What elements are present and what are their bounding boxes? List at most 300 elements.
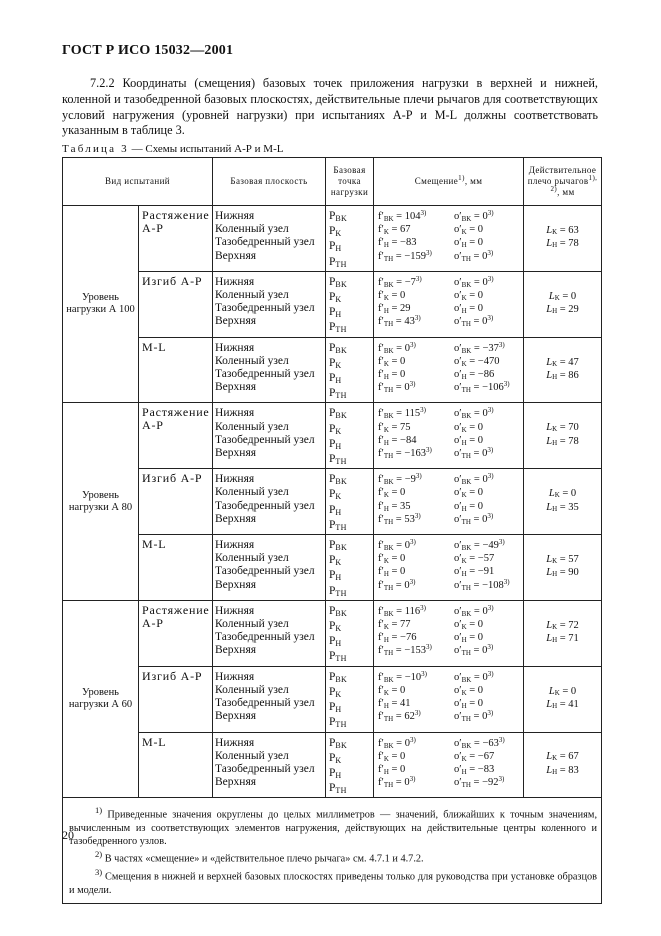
- offset-o-symbol: o′: [454, 224, 462, 236]
- offset-o-eq: =: [470, 711, 483, 723]
- offset-f-value: −84: [400, 434, 417, 446]
- offset-f-symbol: f′: [378, 290, 384, 301]
- offset-o-value: −91: [477, 566, 495, 578]
- offset-f-value: −9: [404, 474, 416, 486]
- offset-o-sub: K: [461, 754, 467, 763]
- plane-name: Верхняя: [215, 447, 257, 460]
- offset-f-eq: =: [393, 474, 405, 486]
- lever-number: 0: [570, 290, 577, 302]
- load-point-sub: BK: [335, 279, 348, 289]
- plane-list-cell: [213, 732, 326, 798]
- offset-f-symbol: f′: [378, 448, 384, 459]
- offset-f: [376, 473, 454, 486]
- offset-o-eq: =: [466, 434, 478, 446]
- load-point-sub: K: [335, 624, 342, 634]
- offset-f-sub: BK: [383, 544, 394, 553]
- offset-f-eq: =: [393, 671, 405, 683]
- lever-eq: =: [557, 224, 569, 236]
- load-point-sub: TH: [335, 654, 347, 664]
- offset-o-symbol: o′: [454, 540, 462, 552]
- lever-cell: [524, 600, 602, 666]
- load-point-symbol: P: [329, 473, 336, 486]
- offset-f-symbol: f′: [378, 698, 384, 710]
- offset-o-symbol: o′: [454, 645, 462, 657]
- offset-o-note: 3): [503, 577, 510, 586]
- offset-o-eq: =: [470, 382, 483, 394]
- load-point-symbol: P: [329, 341, 336, 354]
- lever-value: [524, 751, 601, 765]
- load-point-symbol: P: [329, 503, 336, 516]
- load-level-cell: Уровень нагрузки А 100: [63, 206, 139, 403]
- footnote: [69, 848, 597, 866]
- offset-f-sub: H: [383, 504, 389, 513]
- offset-row: [376, 500, 523, 513]
- offset-o-eq: =: [466, 290, 478, 301]
- offset-o: [454, 447, 523, 460]
- offset-f-symbol: f′: [378, 605, 384, 617]
- table-row: [63, 337, 602, 403]
- offset-f-value: 29: [400, 303, 411, 315]
- offset-f-note: 3): [426, 446, 432, 454]
- offset-f-symbol: f′: [378, 684, 384, 696]
- load-point-symbol: P: [329, 372, 336, 385]
- offset-row: [376, 302, 523, 315]
- plane-name: Нижняя: [215, 341, 255, 354]
- offset-f-sub: BK: [383, 412, 394, 421]
- offset-f-sub: H: [383, 636, 389, 645]
- lever-value: [524, 633, 601, 647]
- offset-f-value: 116: [404, 605, 421, 617]
- offset-f-note: 3): [415, 472, 422, 481]
- offset-f-eq: =: [388, 500, 401, 512]
- lever-symbol: L: [546, 370, 553, 382]
- offset-o: [454, 776, 523, 789]
- offset-f-sub: TH: [383, 517, 394, 526]
- offset-cell: [374, 271, 524, 337]
- offset-f-note: 3): [426, 643, 432, 652]
- offset-o-note: 3): [487, 669, 494, 678]
- test-name-cell: Растяжение А-Р: [139, 403, 213, 469]
- load-point: [329, 701, 373, 716]
- lever-sub: H: [552, 767, 558, 776]
- lever-cell: [524, 535, 602, 601]
- offset-o-symbol: o′: [454, 619, 462, 631]
- offset-f: [376, 276, 454, 289]
- offset-f-sub: TH: [383, 320, 394, 329]
- offset-o-note: 3): [498, 340, 505, 349]
- offset-f-symbol: f′: [378, 711, 384, 723]
- offset-o-note: 3): [487, 314, 494, 323]
- offset-o-symbol: o′: [454, 487, 462, 499]
- offset-o-symbol: o′: [454, 421, 462, 433]
- load-point-symbol: P: [329, 321, 336, 334]
- offset-f-sub: K: [383, 425, 389, 434]
- offset-o-value: 0: [477, 684, 484, 696]
- offset-f-note: 3): [409, 775, 416, 784]
- offset-o-sub: TH: [461, 781, 471, 790]
- table-row: [63, 600, 602, 666]
- footnote: [69, 804, 597, 848]
- load-point: [329, 407, 373, 422]
- offset-o: [454, 750, 523, 763]
- load-point: [329, 357, 373, 372]
- offset-f-sub: H: [383, 570, 389, 579]
- table-row: [63, 535, 602, 601]
- test-name-cell: М-L: [139, 535, 213, 601]
- lever-value: [524, 225, 601, 239]
- offset-f-value: 115: [404, 408, 421, 420]
- lever-sub: H: [552, 438, 558, 447]
- load-point-sub: H: [335, 244, 342, 254]
- lever-value: [524, 567, 601, 581]
- offset-f-eq: =: [393, 711, 405, 723]
- load-point-sub: H: [335, 770, 342, 780]
- offset-o-note: 3): [487, 446, 494, 454]
- offset-f-value: 0: [404, 382, 410, 394]
- offset-row: [376, 671, 523, 684]
- load-point-sub: K: [335, 426, 342, 436]
- offset-f: [376, 684, 454, 697]
- load-point-symbol: P: [329, 569, 336, 582]
- offset-row: [376, 776, 523, 789]
- col-header-point: Базовая точка нагрузки: [326, 158, 374, 206]
- lever-sub: H: [552, 241, 558, 250]
- offset-f-eq: =: [393, 645, 405, 657]
- lever-value: [524, 554, 601, 568]
- load-point: [329, 716, 373, 731]
- offset-row: [376, 513, 523, 526]
- table-caption: [62, 143, 283, 155]
- page-number: 20: [62, 828, 74, 842]
- offset-row: [376, 697, 523, 710]
- load-point-sub: TH: [335, 720, 347, 730]
- offset-f-sub: K: [383, 491, 389, 500]
- offset-row: [376, 473, 523, 486]
- plane-name: Коленный узел: [215, 749, 289, 762]
- offset-o-symbol: o′: [454, 684, 462, 696]
- offset-o-eq: =: [466, 224, 478, 236]
- offset-f-sub: BK: [383, 346, 394, 355]
- lever-symbol: L: [546, 501, 553, 513]
- offset-o-symbol: o′: [454, 566, 462, 578]
- plane-list-cell: [213, 206, 326, 272]
- load-point-symbol: P: [329, 387, 336, 400]
- load-point-sub: K: [335, 689, 342, 699]
- offset-o-value: 0: [482, 711, 488, 723]
- offset-f-symbol: f′: [378, 671, 384, 683]
- lever-eq: =: [557, 422, 569, 434]
- lever-eq: =: [559, 290, 571, 302]
- offset-o-symbol: o′: [454, 408, 462, 420]
- offset-f-symbol: f′: [378, 237, 384, 249]
- offset-f-eq: =: [388, 553, 401, 565]
- lever-number: 29: [568, 304, 579, 316]
- offset-o-value: 0: [482, 276, 488, 288]
- offset-f-sub: K: [383, 228, 389, 237]
- load-point: [329, 539, 373, 554]
- offset-f-eq: =: [388, 487, 401, 499]
- offset-f: [376, 579, 454, 592]
- load-point-symbol: P: [329, 306, 336, 319]
- offset-row: [376, 684, 523, 697]
- load-point-symbol: P: [329, 701, 336, 714]
- load-point: [329, 276, 373, 291]
- lever-sub: K: [552, 425, 558, 434]
- plane-name: Нижняя: [215, 407, 255, 420]
- offset-o-sub: H: [461, 636, 467, 645]
- offset-o-note: 3): [498, 538, 505, 547]
- load-point-symbol: P: [329, 356, 336, 369]
- offset-o-sub: K: [461, 425, 467, 434]
- offset-o-sub: BK: [461, 609, 472, 618]
- offset-f: [376, 421, 454, 434]
- offset-f-value: 43: [404, 316, 415, 328]
- offset-f-sub: TH: [383, 781, 394, 790]
- offset-o-eq: =: [470, 513, 483, 525]
- offset-f-note: 3): [421, 669, 427, 678]
- offset-f: [376, 552, 454, 565]
- plane-list-cell: [213, 666, 326, 732]
- test-schemes-table: [62, 157, 602, 904]
- load-point-cell: [326, 403, 374, 469]
- offset-o: [454, 605, 523, 618]
- offset-f-value: −163: [404, 448, 426, 459]
- lever-symbol: L: [546, 619, 553, 631]
- offset-f-value: 0: [400, 763, 406, 775]
- load-level-cell: Уровень нагрузки А 80: [63, 403, 139, 600]
- offset-row: [376, 434, 523, 447]
- offset-header-text: Смещение: [414, 176, 459, 186]
- offset-f-sub: BK: [383, 478, 394, 487]
- footnote-mark: 1): [95, 805, 103, 816]
- load-point-sub: H: [335, 310, 342, 320]
- load-point-symbol: P: [329, 685, 336, 698]
- load-point: [329, 210, 373, 225]
- lever-number: 0: [570, 685, 577, 697]
- load-point-sub: BK: [335, 214, 348, 223]
- load-point: [329, 671, 373, 686]
- offset-row: [376, 342, 523, 355]
- offset-cell: [374, 732, 524, 798]
- offset-f: [376, 342, 454, 355]
- offset-f-sub: BK: [383, 741, 394, 750]
- offset-f: [376, 750, 454, 763]
- offset-o-value: 0: [482, 408, 488, 420]
- offset-row: [376, 368, 523, 381]
- load-point: [329, 767, 373, 782]
- offset-o: [454, 552, 523, 565]
- offset-row: [376, 539, 523, 552]
- lever-value: [524, 488, 601, 502]
- offset-f-eq: =: [393, 605, 405, 617]
- offset-o-eq: =: [466, 632, 478, 644]
- offset-o-value: −106: [482, 382, 504, 394]
- offset-f-sub: H: [383, 702, 389, 711]
- offset-o-sub: TH: [461, 517, 471, 526]
- lever-value: [524, 502, 601, 516]
- offset-o-sub: K: [461, 228, 467, 237]
- offset-o-symbol: o′: [454, 750, 462, 762]
- offset-o-sub: H: [461, 373, 467, 381]
- offset-f-symbol: f′: [378, 566, 384, 578]
- offset-f-eq: =: [388, 684, 401, 696]
- lever-number: 86: [568, 370, 579, 382]
- footnote-mark: 2): [95, 849, 103, 860]
- offset-f: [376, 407, 454, 420]
- offset-o-symbol: o′: [454, 276, 462, 288]
- col-header-plane: Базовая плоскость: [213, 158, 326, 206]
- test-name-cell: М-L: [139, 337, 213, 403]
- offset-o: [454, 276, 523, 289]
- offset-o-value: 0: [477, 632, 484, 644]
- offset-o-value: 0: [477, 303, 484, 315]
- plane-name: Тазобедренный узел: [215, 368, 315, 381]
- offset-f-eq: =: [388, 632, 401, 644]
- offset-o-symbol: o′: [454, 211, 462, 222]
- lever-cell: [524, 469, 602, 535]
- load-point: [329, 438, 373, 453]
- lever-value: [524, 238, 601, 252]
- offset-row: [376, 407, 523, 420]
- plane-name: Коленный узел: [215, 223, 289, 236]
- offset-o-eq: =: [470, 777, 483, 789]
- offset-f-eq: =: [388, 619, 401, 631]
- offset-o: [454, 671, 523, 684]
- offset-f-value: 0: [404, 342, 410, 354]
- offset-f-value: 0: [400, 487, 406, 499]
- table-row: [63, 271, 602, 337]
- offset-o-eq: =: [466, 237, 478, 249]
- offset-f-eq: =: [393, 276, 405, 288]
- offset-row: [376, 618, 523, 631]
- table-caption-prefix: Таблица 3: [62, 143, 129, 155]
- load-point-sub: BK: [335, 543, 348, 553]
- offset-o-note: 3): [487, 209, 494, 217]
- offset-o: [454, 737, 523, 750]
- offset-o-symbol: o′: [454, 303, 462, 315]
- load-point-sub: H: [335, 441, 342, 451]
- offset-o-symbol: o′: [454, 711, 462, 723]
- load-point: [329, 519, 373, 534]
- offset-o-value: −470: [477, 355, 500, 367]
- offset-f-note: 3): [409, 577, 416, 586]
- offset-f-eq: =: [388, 566, 401, 578]
- load-point-sub: K: [335, 755, 342, 765]
- offset-o-symbol: o′: [454, 250, 462, 262]
- load-point-symbol: P: [329, 736, 336, 749]
- offset-f-sub: H: [383, 241, 389, 250]
- plane-name: Верхняя: [215, 249, 257, 262]
- offset-o-sub: K: [461, 557, 467, 566]
- load-point-symbol: P: [329, 210, 336, 222]
- offset-o-value: 0: [477, 237, 484, 249]
- offset-f-sub: TH: [383, 452, 394, 460]
- offset-o-sub: TH: [461, 583, 471, 592]
- offset-o-eq: =: [466, 750, 478, 762]
- lever-eq: =: [557, 553, 569, 565]
- offset-f-symbol: f′: [378, 645, 384, 657]
- offset-f-symbol: f′: [378, 763, 384, 775]
- offset-f-eq: =: [388, 421, 401, 433]
- offset-f-symbol: f′: [378, 421, 384, 433]
- offset-f-sub: TH: [383, 715, 394, 724]
- offset-o-sub: TH: [461, 452, 471, 460]
- plane-name: Верхняя: [215, 315, 257, 328]
- offset-f-value: 0: [404, 777, 410, 789]
- lever-value: [524, 699, 601, 713]
- offset-o-sub: BK: [461, 675, 472, 684]
- offset-f-value: −153: [404, 645, 426, 657]
- offset-o-symbol: o′: [454, 342, 462, 354]
- lever-number: 63: [568, 224, 579, 236]
- load-point-sub: H: [335, 376, 342, 386]
- offset-o-eq: =: [471, 474, 483, 486]
- offset-o-sub: H: [461, 702, 467, 711]
- load-point: [329, 504, 373, 519]
- offset-f-sub: H: [383, 307, 389, 316]
- offset-o: [454, 342, 523, 355]
- offset-o-eq: =: [466, 763, 478, 775]
- offset-f: [376, 236, 454, 249]
- lever-value: [524, 686, 601, 700]
- offset-o: [454, 710, 523, 723]
- plane-list-cell: [213, 600, 326, 666]
- offset-o-note: 3): [487, 709, 494, 718]
- lever-symbol: L: [548, 290, 555, 302]
- lever-symbol: L: [546, 764, 553, 776]
- table-row: [63, 206, 602, 272]
- load-point-cell: [326, 535, 374, 601]
- offset-o: [454, 210, 523, 223]
- load-point-symbol: P: [329, 751, 336, 764]
- offset-row: [376, 355, 523, 368]
- offset-o: [454, 618, 523, 631]
- plane-name: Верхняя: [215, 776, 257, 789]
- load-point-symbol: P: [329, 255, 336, 268]
- offset-o-value: −37: [482, 342, 499, 354]
- lever-symbol: L: [546, 356, 553, 368]
- offset-o-symbol: o′: [454, 671, 462, 683]
- offset-f-eq: =: [393, 579, 405, 591]
- offset-o-value: 0: [477, 698, 484, 710]
- offset-f-symbol: f′: [378, 408, 384, 420]
- offset-f: [376, 210, 454, 223]
- load-point: [329, 569, 373, 584]
- load-point: [329, 291, 373, 306]
- load-point: [329, 240, 373, 255]
- offset-f-sub: TH: [383, 254, 394, 263]
- offset-row: [376, 631, 523, 644]
- offset-cell: [374, 337, 524, 403]
- load-point-sub: TH: [335, 325, 347, 335]
- offset-o: [454, 565, 523, 578]
- load-point-sub: K: [335, 360, 342, 370]
- lever-sub: K: [552, 359, 558, 368]
- offset-f-note: 3): [409, 735, 416, 744]
- offset-o-note: 3): [487, 603, 494, 612]
- offset-o: [454, 355, 523, 368]
- offset-o-sub: TH: [461, 254, 471, 263]
- offset-o-sub: K: [461, 294, 467, 302]
- load-point-sub: TH: [335, 522, 347, 532]
- offset-f-symbol: f′: [378, 342, 384, 354]
- test-name-cell: Растяжение А-Р: [139, 600, 213, 666]
- load-point: [329, 585, 373, 600]
- offset-o-value: 0: [482, 448, 488, 459]
- lever-number: 78: [568, 435, 579, 447]
- offset-o-sub: K: [461, 359, 467, 368]
- load-point: [329, 686, 373, 701]
